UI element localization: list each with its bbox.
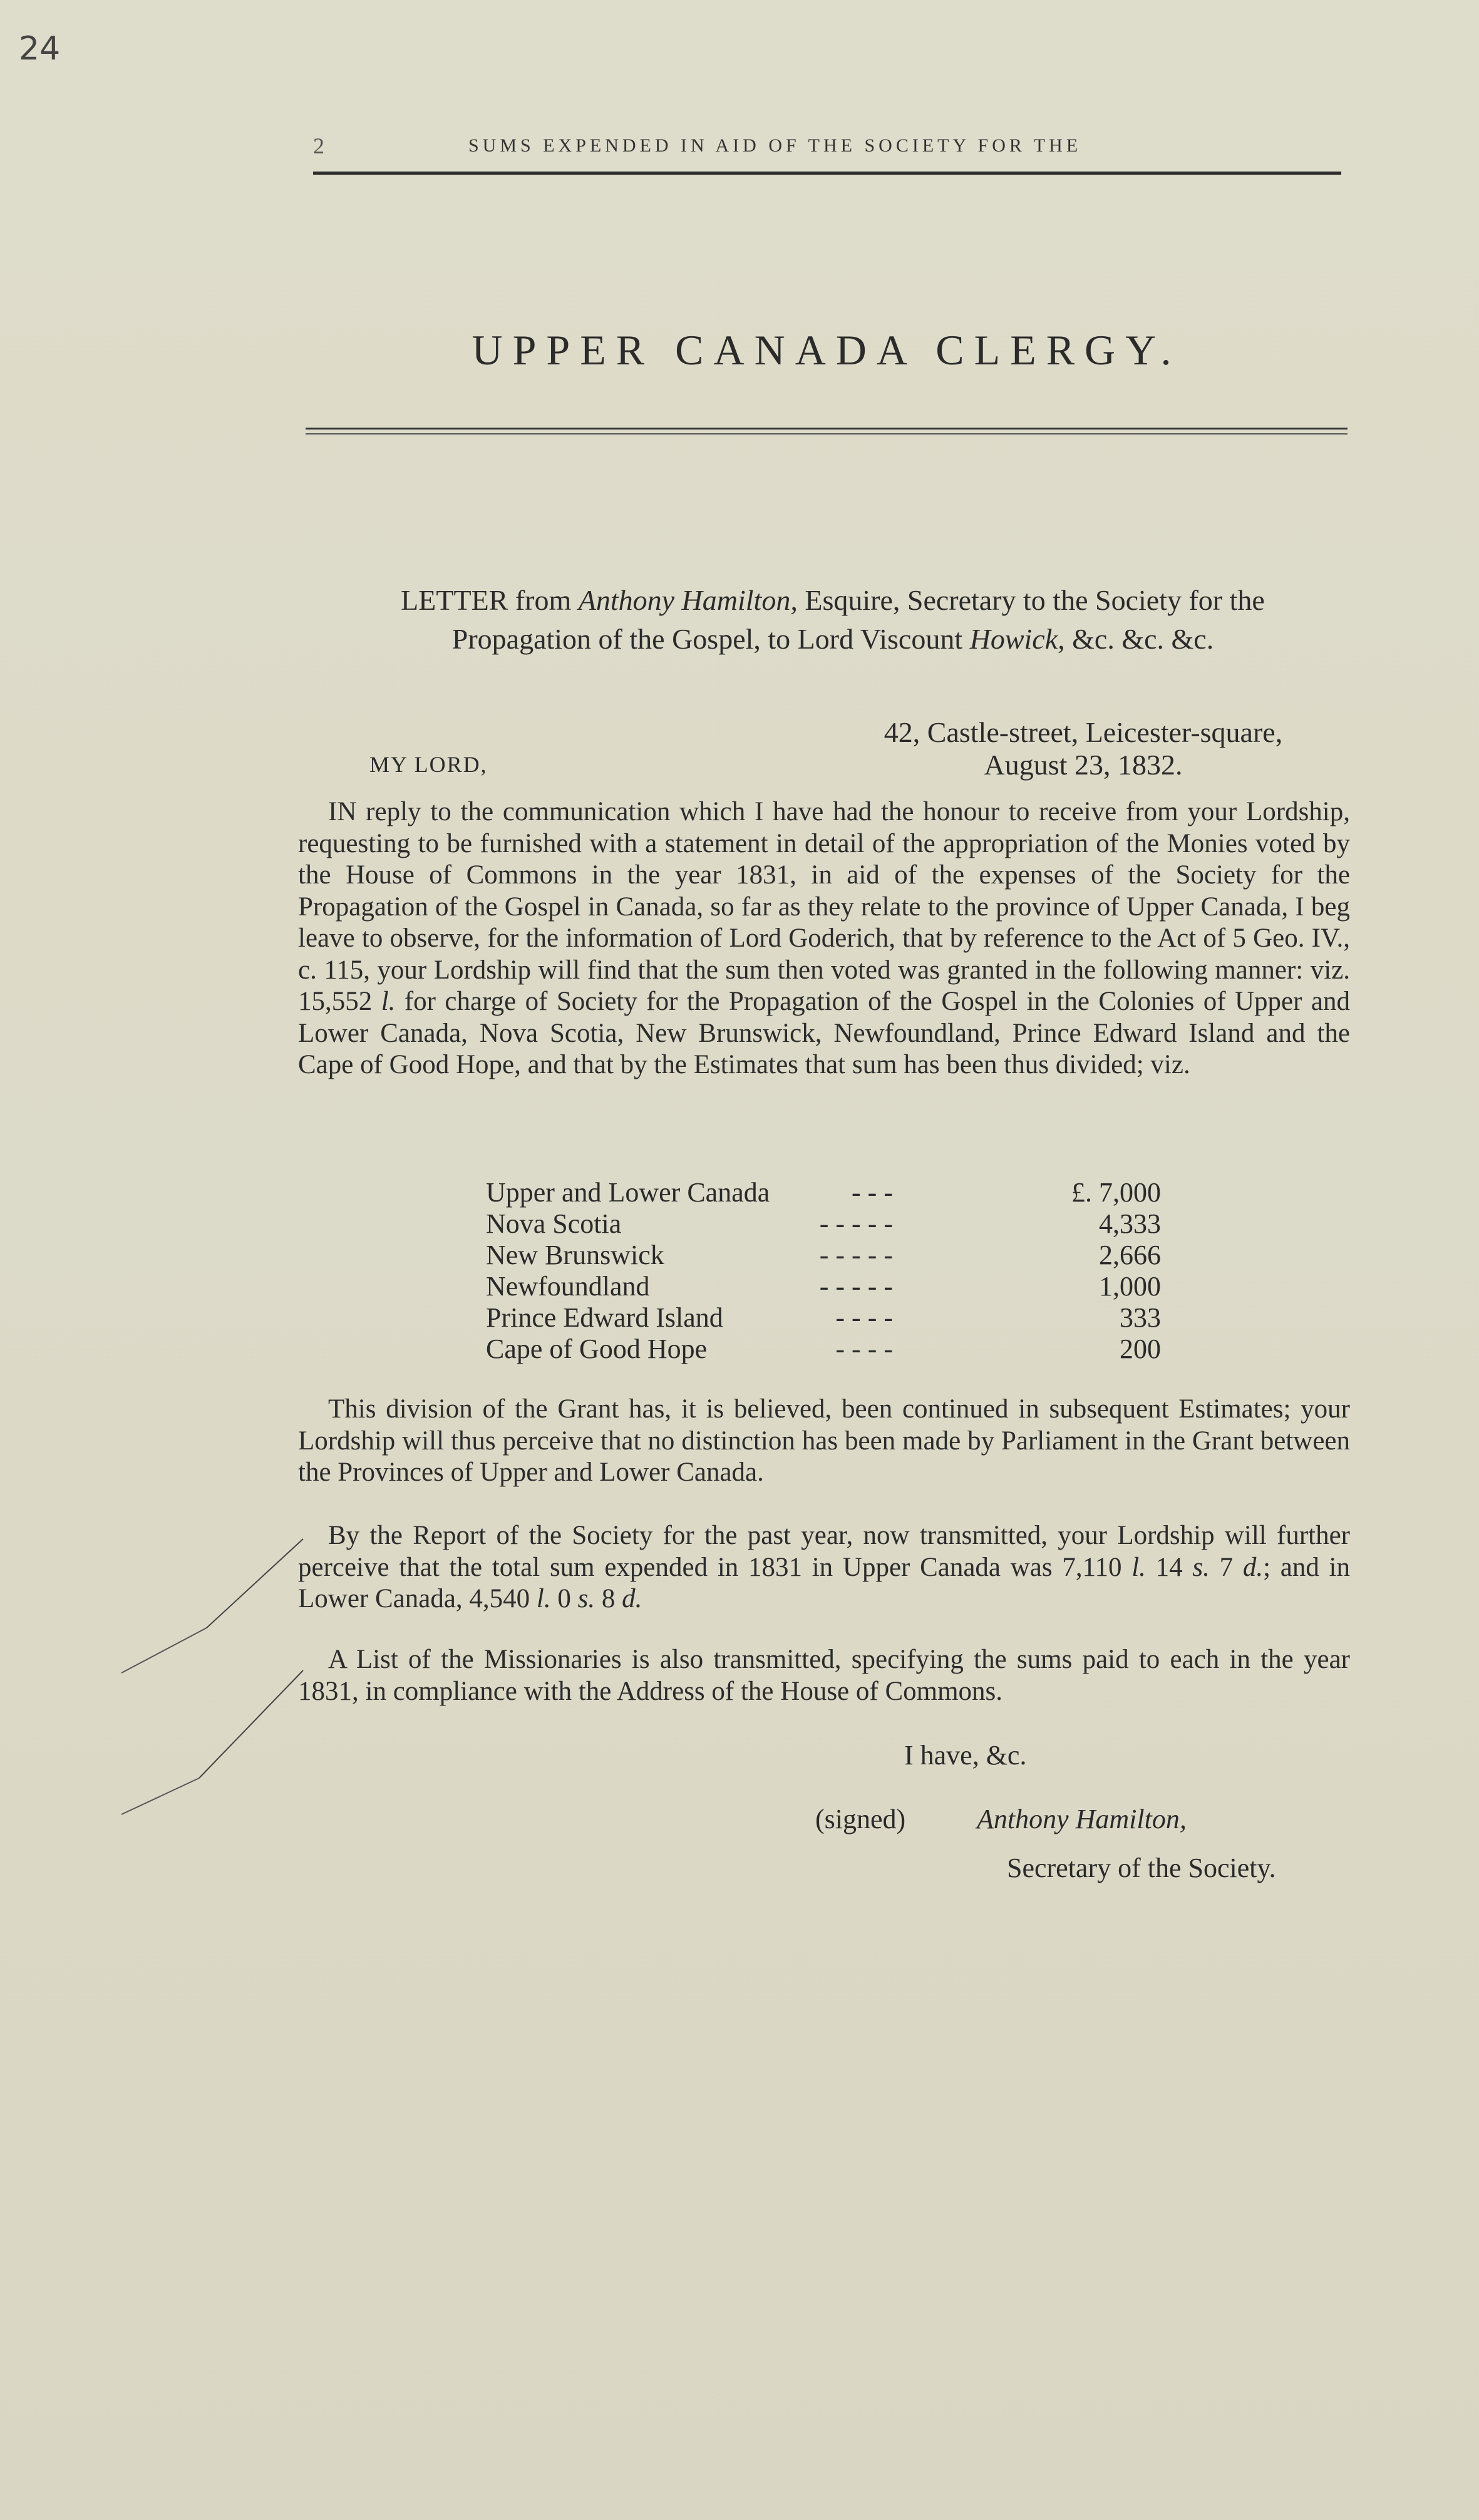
unit-pounds: l.	[1131, 1552, 1146, 1582]
amount-part: 7	[1209, 1552, 1243, 1582]
heading-line2-pre: Propagation of the Gospel, to Lord Viscount	[451, 623, 970, 655]
document-title: UPPER CANADA CLERGY.	[472, 326, 1182, 374]
unit-shillings: s.	[577, 1584, 595, 1613]
page-number: 2	[313, 133, 324, 158]
table-cell-province: New Brunswick	[486, 1240, 664, 1270]
table-cell-amount: 200	[1120, 1334, 1161, 1364]
table-cell-amount: 333	[1120, 1302, 1161, 1333]
salutation: MY LORD,	[369, 752, 488, 777]
signer-title: Secretary of the Society.	[1007, 1853, 1276, 1883]
table-cell-leader: - - - -	[835, 1302, 893, 1333]
table-cell-amount: 1,000	[1099, 1271, 1161, 1302]
address-line-1: 42, Castle-street, Leicester-square,	[884, 716, 1283, 748]
pencil-mark	[121, 1628, 207, 1673]
heading-line2-post: &c. &c. &c.	[1064, 623, 1214, 655]
table-cell-leader: - - - - -	[819, 1271, 893, 1302]
amount-part: 0	[550, 1584, 578, 1613]
paragraph-division: This division of the Grant has, it is believed, been continued in subsequent Estimates; your Lordship will thus perceive that no distinction has been made by Parliament in the Grant between the Provinces of Upper and Lower Canada.	[298, 1394, 1350, 1487]
table-cell-leader: - - - -	[835, 1334, 893, 1364]
table-cell-leader: - - - - -	[819, 1240, 893, 1270]
heading-line1-pre: LETTER from	[401, 584, 579, 616]
amount-part: 14	[1145, 1552, 1193, 1582]
signer-name: Anthony Hamilton,	[977, 1804, 1187, 1834]
pencil-mark	[207, 1539, 303, 1628]
amount-part: 8	[595, 1584, 622, 1613]
table-cell-amount: £. 7,000	[1071, 1177, 1161, 1208]
paragraph-report-text-a: By the Report of the Society for the past year, now transmitted, your Lordship will further perceive that the total sum expended in 1831 in Upper Canada was 7,110	[298, 1521, 1350, 1582]
table-cell-province: Cape of Good Hope	[486, 1334, 708, 1364]
paragraph-reply-text-a: IN reply to the communication which I have had the honour to receive from your Lordship, requesting to be furnished with a statement in detail of the appropriation of the Monies voted by the House of Commons in the year 1831, in aid of the expenses of the Society for the Propagation of the Gospel in Canada, so far as they relate to the province of Upper Canada, I beg leave to observe, for the information of Lord Goderich, that by reference to the Act of 5 Geo. IV., c. 115, your Lordship will find that the sum then voted was granted in the following manner: viz. 15,552	[298, 797, 1350, 1016]
running-title: SUMS EXPENDED IN AID OF THE SOCIETY FOR THE	[468, 135, 1082, 156]
heading-recipient-name: Howick,	[969, 623, 1065, 655]
paragraph-report-text-b: ; and in Lower Canada, 4,540	[298, 1552, 1350, 1613]
unit-shillings: s.	[1192, 1552, 1210, 1582]
scan-page-number: 24	[19, 30, 61, 68]
table-cell-amount: 2,666	[1099, 1240, 1161, 1270]
unit-pounds: l.	[381, 987, 396, 1016]
paragraph-reply-text-b: for charge of Society for the Propagation of the Gospel in the Colonies of Upper and Lower Canada, Nova Scotia, New Brunswick, Newfoundland, Prince Edward Island and the Cape of Good Hope, and that by the Estimates that sum has been thus divided; viz.	[298, 987, 1350, 1079]
closing: I have, &c.	[904, 1740, 1027, 1771]
table-cell-leader: - - -	[852, 1177, 893, 1208]
pencil-mark	[199, 1670, 303, 1778]
pencil-mark	[121, 1778, 199, 1814]
unit-pounds: l.	[536, 1584, 551, 1613]
heading-line1-post: Esquire, Secretary to the Society for the	[797, 584, 1265, 616]
table-cell-leader: - - - - -	[819, 1208, 893, 1239]
unit-pence: d.	[1242, 1552, 1264, 1582]
paragraph-missionaries: A List of the Missionaries is also transmitted, specifying the sums paid to each in the year 1831, in compliance with the Address of the House of Commons.	[298, 1645, 1350, 1706]
table-cell-amount: 4,333	[1099, 1208, 1161, 1239]
table-cell-province: Newfoundland	[486, 1271, 650, 1302]
table-cell-province: Nova Scotia	[486, 1208, 622, 1239]
table-cell-province: Prince Edward Island	[486, 1302, 723, 1333]
table-cell-province: Upper and Lower Canada	[486, 1177, 770, 1208]
unit-pence: d.	[622, 1584, 642, 1613]
heading-author-name: Anthony Hamilton,	[578, 584, 798, 616]
signed-label: (signed)	[815, 1804, 906, 1834]
address-date: August 23, 1832.	[984, 749, 1183, 781]
